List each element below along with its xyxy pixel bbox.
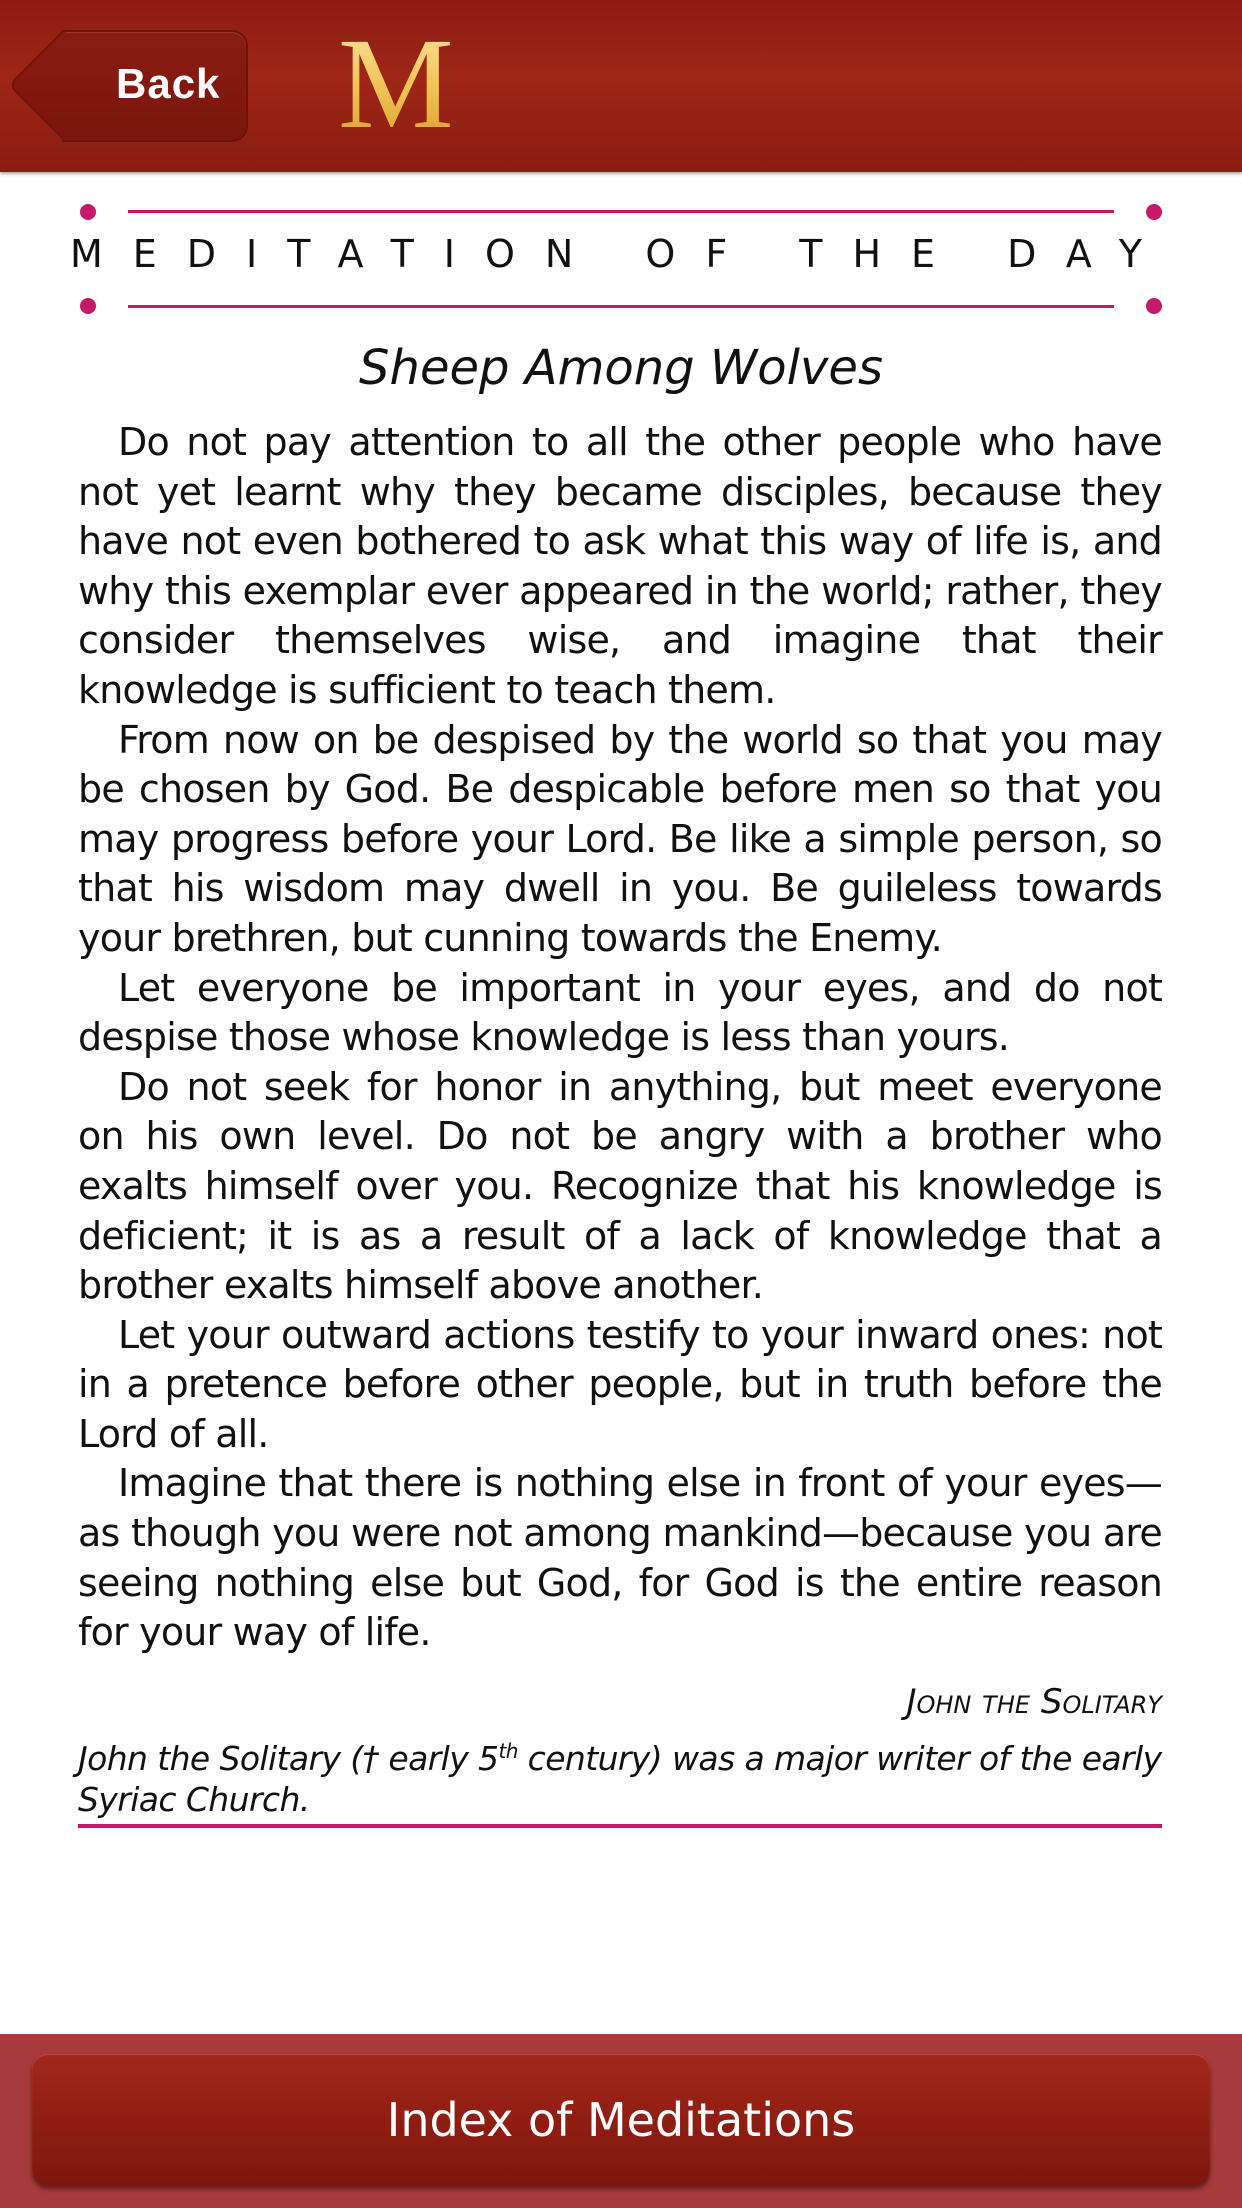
meditation-title: Sheep Among Wolves (359, 340, 883, 396)
title-rule-bottom (128, 305, 1114, 308)
title-dot-bottom-left (80, 298, 96, 314)
title-dot-bottom-right (1146, 298, 1162, 314)
logo-initial: M (338, 12, 454, 156)
header-bar (0, 0, 1242, 172)
author-note-start: John the Solitary († early 5 (78, 1739, 499, 1778)
content-bottom-rule (78, 1824, 1162, 1828)
title-rule-top (128, 210, 1114, 213)
magnificat-logo (338, 14, 859, 154)
title-dot-top-right (1146, 204, 1162, 220)
back-button[interactable] (62, 30, 248, 142)
footer-bar (0, 2034, 1242, 2208)
meditation-paragraph: Do not seek for honor in anything, but meet everyone on his own level. Do not be angry with a brother who exalts himself over you. Recognize that his knowledge is deficient; it is as a result of a lack of knowledge that a brother exalts himself above another. (78, 1064, 1162, 1308)
meditation-paragraph: Let everyone be important in your eyes, and do not despise those whose knowledge is less than yours. (78, 965, 1162, 1060)
logo-registered-mark: ® (842, 74, 860, 99)
index-button-label: Index of Meditations (386, 2093, 856, 2147)
meditation-body (78, 418, 1162, 1658)
meditation-paragraph: Let your outward actions testify to your inward ones: not in a pretence before other people, but in truth before the Lord of all. (78, 1312, 1162, 1456)
author-note-superscript: th (498, 1739, 518, 1763)
section-title: MEDITATION OF THE DAY (70, 232, 1172, 276)
meditation-paragraph: From now on be despised by the world so that you may be chosen by God. Be despicable before men so that you may progress before your Lord. Be like a simple person, so that his wisdom may dwell in you. Be guileless towards your brethren, but cunning towards the Enemy. (78, 717, 1162, 960)
author-note-end: century) was a major writer of the early Syriac Church. (78, 1739, 1162, 1819)
meditation-paragraph: Imagine that there is nothing else in front of your eyes—as though you were not among mankind—because you are seeing nothing else but God, for God is the entire reason for your way of life. (78, 1461, 1162, 1655)
meditation-paragraph: Do not pay attention to all the other people who have not yet learnt why they became disciples, because they have not even bothered to ask what this way of life is, and why this exemplar ever appeared in the world; rather, they consider themselves wise, and imagine that their knowledge is sufficient to teach them. (78, 420, 1162, 712)
back-button-label: Back (116, 60, 221, 107)
logo-wordmark: AGNIFICAT (453, 26, 843, 106)
author-note (78, 1738, 1162, 1820)
index-of-meditations-button[interactable] (32, 2054, 1210, 2186)
title-dot-top-left (80, 204, 96, 220)
meditation-author: John the Solitary (906, 1682, 1162, 1722)
